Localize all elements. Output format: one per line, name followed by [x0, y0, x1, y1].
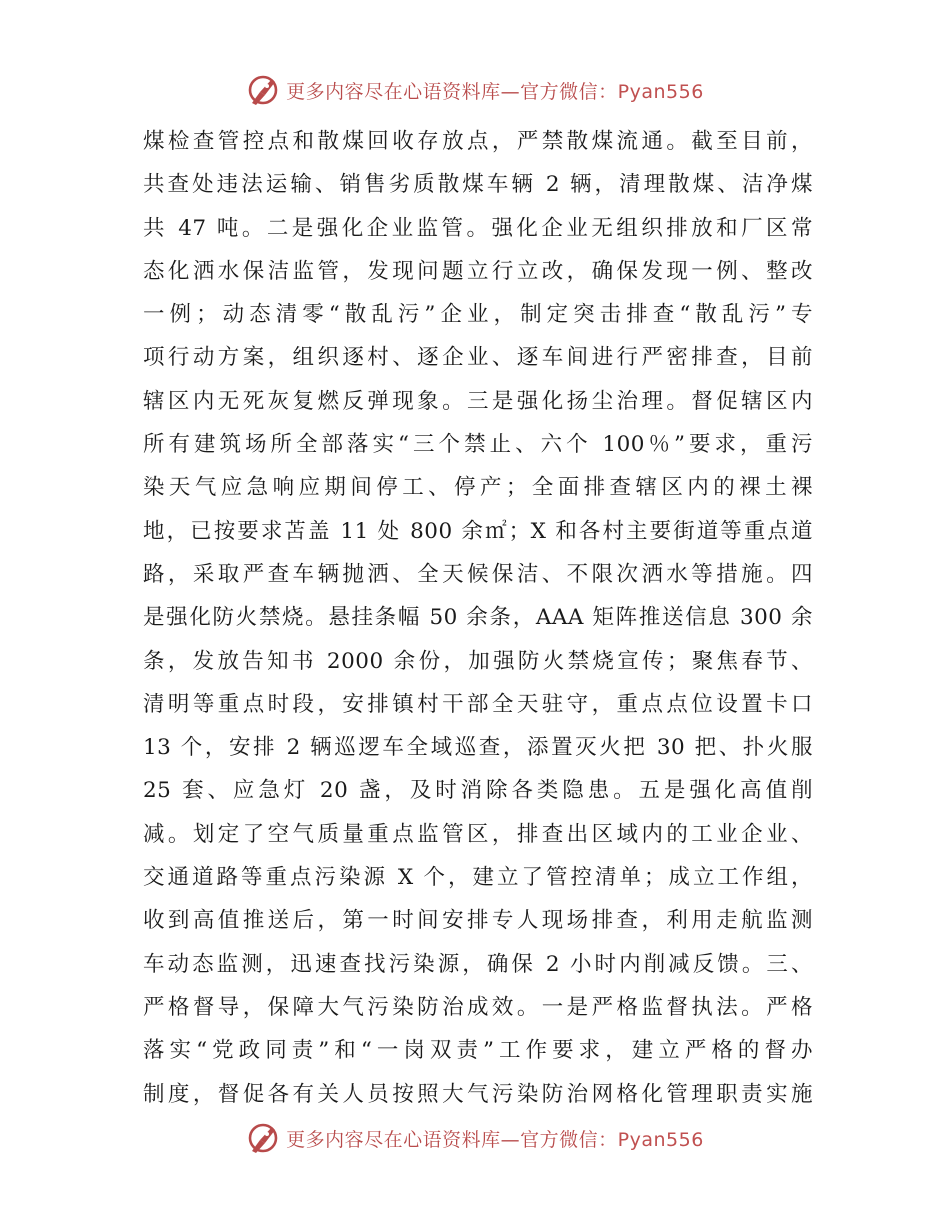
body-line: 态化洒水保洁监管，发现问题立行立改，确保发现一例、整改: [143, 258, 813, 284]
body-line: 共 47 吨。二是强化企业监管。强化企业无组织排放和厂区常: [143, 215, 813, 241]
body-line: 车动态监测，迅速查找污染源，确保 2 小时内削减反馈。三、: [143, 951, 813, 977]
body-line: 一例；动态清零“散乱污”企业，制定突击排查“散乱污”专: [143, 302, 813, 328]
body-line: 是强化防火禁烧。悬挂条幅 50 余条，AAA 矩阵推送信息 300 余: [143, 605, 813, 631]
body-line: 辖区内无死灰复燃反弹现象。三是强化扬尘治理。督促辖区内: [143, 388, 813, 414]
body-line: 路，采取严查车辆抛洒、全天候保洁、不限次洒水等措施。四: [143, 561, 813, 587]
body-line: 共查处违法运输、销售劣质散煤车辆 2 辆，清理散煤、洁净煤: [143, 172, 813, 198]
body-line: 地，已按要求苫盖 11 处 800 余㎡；X 和各村主要街道等重点道: [143, 518, 813, 544]
footer-banner-handle: Pyan556: [617, 1128, 704, 1151]
body-line: 交通道路等重点污染源 X 个，建立了管控清单；成立工作组，: [143, 865, 813, 891]
body-line: 减。划定了空气质量重点监管区，排查出区域内的工业企业、: [143, 821, 813, 847]
body-line: 染天气应急响应期间停工、停产；全面排查辖区内的裸土裸: [143, 475, 813, 501]
footer-banner-label: 更多内容尽在心语资料库—官方微信：: [286, 1128, 618, 1151]
body-line: 煤检查管控点和散煤回收存放点，严禁散煤流通。截至目前，: [143, 129, 813, 154]
header-banner-handle: Pyan556: [617, 80, 704, 103]
footer-banner: [0, 1118, 950, 1158]
document-body: [143, 120, 813, 1116]
body-line: 收到高值推送后，第一时间安排专人现场排查，利用走航监测: [143, 908, 813, 934]
body-line: 清明等重点时段，安排镇村干部全天驻守，重点点位设置卡口: [143, 691, 813, 717]
body-line: 制度，督促各有关人员按照大气污染防治网格化管理职责实施: [143, 1081, 813, 1107]
body-line: 13 个，安排 2 辆巡逻车全域巡查，添置灭火把 30 把、扑火服: [143, 735, 813, 761]
footer-banner-text: [286, 1125, 704, 1152]
body-line: 项行动方案，组织逐村、逐企业、逐车间进行严密排查，目前: [143, 345, 813, 371]
pen-nib-logo-icon: [246, 73, 280, 107]
body-line: 条，发放告知书 2000 余份，加强防火禁烧宣传；聚焦春节、: [143, 648, 813, 674]
body-line: 25 套、应急灯 20 盏，及时消除各类隐患。五是强化高值削: [143, 778, 813, 804]
body-line: 严格督导，保障大气污染防治成效。一是严格监督执法。严格: [143, 994, 813, 1020]
header-banner-label: 更多内容尽在心语资料库—官方微信：: [286, 80, 618, 103]
header-banner-text: [286, 77, 704, 104]
pen-nib-logo-icon: [246, 1121, 280, 1155]
body-line: 所有建筑场所全部落实“三个禁止、六个 100％”要求，重污: [143, 432, 813, 458]
header-banner: [0, 70, 950, 110]
body-line: 落实“党政同责”和“一岗双责”工作要求，建立严格的督办: [143, 1038, 813, 1064]
